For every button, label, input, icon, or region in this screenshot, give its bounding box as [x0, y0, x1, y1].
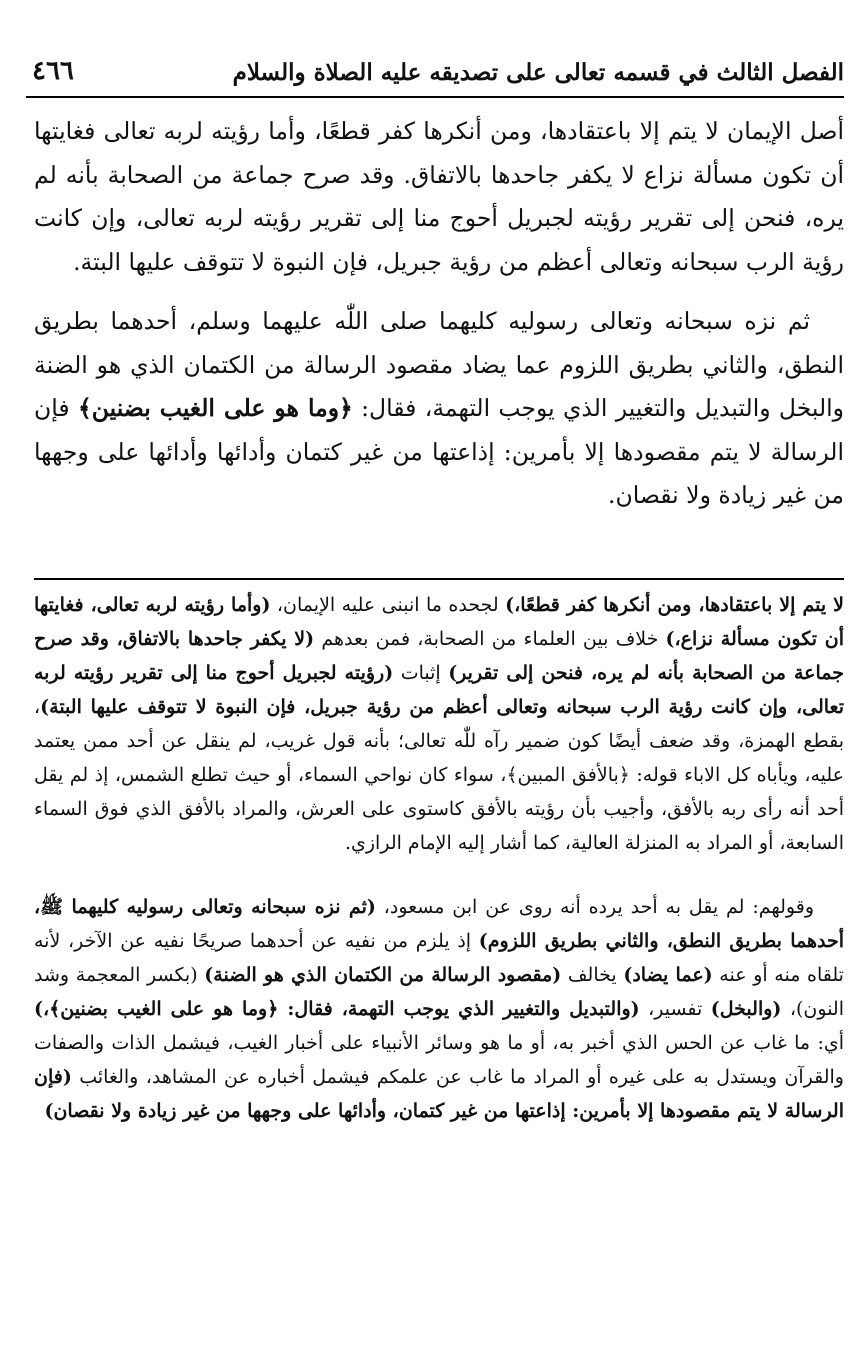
chapter-title: الفصل الثالث في قسمه تعالى على تصديقه عليه الصلاة والسلام	[232, 59, 844, 86]
commentary-text: إثبات	[393, 662, 449, 684]
quoted-text: (ثم نزه سبحانه وتعالى رسوليه كليهما ﷺ، أحدهما بطريق النطق، والثاني بطريق اللزوم)	[34, 896, 844, 952]
quoted-text: (فإن الرسالة لا يتم مقصودها إلا بأمرين: إذاعتها من غير كتمان، وأدائها على وجهها من غير زيادة ولا نقصان)	[34, 1066, 844, 1122]
main-paragraph: أصل الإيمان لا يتم إلا باعتقادها، ومن أنكرها كفر قطعًا، وأما رؤيته لربه تعالى فغايتها أن تكون مسألة نزاع لا يكفر جاحدها بالاتفاق. وقد صرح جماعة من الصحابة بأنه لم يره، فنحن إلى تقرير رؤيته لجبريل أحوج منا إلى تقرير رؤيته لربه تعالى، وإن كانت رؤية الرب سبحانه وتعالى أعظم من رؤية جبريل، فإن النبوة لا تتوقف عليها البتة.	[34, 117, 844, 276]
commentary-text: خلاف بين العلماء من الصحابة، فمن بعدهم	[314, 628, 666, 650]
commentary-text: أي: ما غاب عن الحس الذي أخبر به، أو ما هو وسائر الأنبياء على أخبار الغيب، فيشمل الذات والصفات والقرآن ويستدل به على غيره أو المراد ما غاب عن علمكم فيشمل أخباره عن المشاهد، والغائب	[34, 1032, 844, 1088]
commentary-paragraph	[34, 588, 844, 860]
page-header	[26, 52, 844, 98]
commentary-text: لجحده ما انبنى عليه الإيمان،	[270, 594, 506, 616]
main-text-segment: فإن الرسالة لا يتم مقصودها إلا بأمرين: إذاعتها من غير كتمان وأدائها وأدائها على وجهها من غير زيادة ولا نقصان.	[34, 394, 844, 509]
quoted-text: (والتبديل والتغيير الذي يوجب التهمة، فقال: ﴿وما هو على الغيب بضنين﴾،)	[34, 998, 640, 1020]
footnote-separator	[34, 578, 844, 580]
main-text	[34, 110, 844, 518]
quran-quote: ﴿وما هو على الغيب بضنين﴾	[77, 394, 353, 422]
quoted-text: (مقصود الرسالة من الكتمان الذي هو الضنة)	[204, 964, 562, 986]
quoted-text: (والبخل)	[710, 998, 782, 1020]
commentary-text: (بكسر المعجمة وشد النون)،	[34, 964, 844, 1020]
main-paragraph	[34, 300, 844, 518]
quoted-text: (وأما رؤيته لربه تعالى، فغايتها أن تكون مسألة نزاع،)	[34, 594, 844, 650]
commentary-text: تفسير،	[639, 998, 711, 1020]
page-number: ٤٦٦	[32, 56, 74, 86]
quoted-text: (رؤيته لجبريل أحوج منا إلى تقرير رؤيته لربه تعالى، وإن كانت رؤية الرب سبحانه وتعالى أعظم من رؤية جبريل، فإن النبوة لا تتوقف عليها البتة)	[34, 662, 844, 718]
quoted-text: لا يتم إلا باعتقادها، ومن أنكرها كفر قطعًا،)	[505, 594, 844, 616]
main-text-segment: ثم نزه سبحانه وتعالى رسوليه كليهما صلى اللّٰه عليهما وسلم، أحدهما بطريق النطق، والثاني بطريق اللزوم عما يضاد مقصود الرسالة من الكتمان الذي هو الضنة والبخل والتبديل والتغيير الذي يوجب التهمة، فقال:	[34, 307, 845, 422]
commentary-paragraph	[34, 890, 844, 1128]
quoted-text: (لا يكفر جاحدها بالاتفاق، وقد صرح جماعة من الصحابة بأنه لم يره، فنحن إلى تقرير)	[34, 628, 844, 684]
commentary-text: ، بقطع الهمزة، وقد ضعف أيضًا كون ضمير رآه للّٰه تعالى؛ بأنه قول غريب، لم ينقل عن أحد ممن يعتمد عليه، ويأباه كل الاباء قوله: ﴿بالأفق المبين﴾، سواء كان نواحي السماء، أو حيث تطلع الشمس، إذ لم يقل أحد أنه رأى ربه بالأفق، وأجيب بأن رؤيته بالأفق كاستوى على العرش، والمراد بالأفق الذي فوق السماء السابعة، أو المراد به المنزلة العالية، كما أشار إليه الإمام الرازي.	[34, 696, 844, 854]
commentary-text: إذ يلزم من نفيه عن أحدهما صريحًا نفيه عن الآخر، لأنه تلقاه منه أو عنه	[34, 930, 844, 986]
commentary-text: وقولهم: لم يقل به أحد يرده أنه روى عن ابن مسعود،	[375, 896, 814, 918]
commentary-section	[34, 588, 844, 1128]
commentary-text: يخالف	[561, 964, 624, 986]
quoted-text: (عما يضاد)	[623, 964, 713, 986]
